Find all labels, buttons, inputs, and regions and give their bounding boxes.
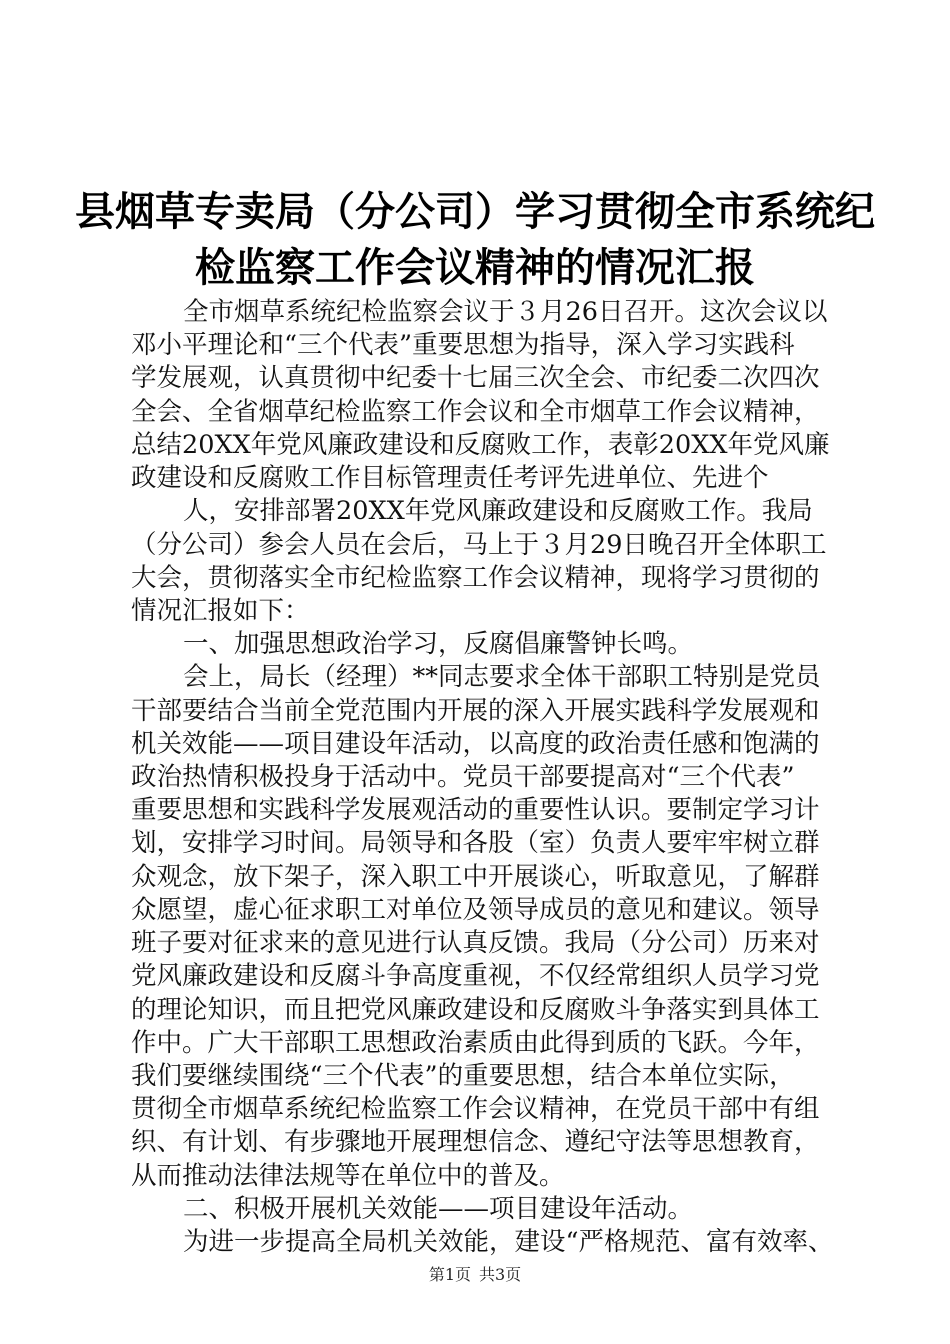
- body-line: 贯彻全市烟草系统纪检监察工作会议精神，在党员干部中有组: [131, 1094, 820, 1125]
- section-heading-2: 二、积极开展机关效能——项目建设年活动。: [183, 1193, 694, 1224]
- document-title-line-2: 检监察工作会议精神的情况汇报: [195, 244, 755, 291]
- body-line: 大会，贯彻落实全市纪检监察工作会议精神，现将学习贯彻的: [131, 562, 820, 593]
- body-line: 干部要结合当前全党范围内开展的深入开展实践科学发展观和: [131, 695, 820, 726]
- body-line: 情况汇报如下：: [131, 595, 310, 626]
- body-line: 政建设和反腐败工作目标管理责任考评先进单位、先进个: [131, 463, 769, 494]
- body-line: 织、有计划、有步骤地开展理想信念、遵纪守法等思想教育，: [131, 1127, 820, 1158]
- body-line: 人，安排部署20XX年党风廉政建设和反腐败工作。我局: [183, 496, 813, 527]
- body-line: 政治热情积极投身于活动中。党员干部要提高对“三个代表”: [131, 762, 795, 792]
- document-title-line-1: 县烟草专卖局（分公司）学习贯彻全市系统纪: [75, 188, 875, 235]
- body-line: 党风廉政建设和反腐斗争高度重视，不仅经常组织人员学习党: [131, 961, 820, 992]
- body-line: 邓小平理论和“三个代表”重要思想为指导，深入学习实践科: [131, 330, 795, 361]
- body-line: 众愿望，虚心征求职工对单位及领导成员的意见和建议。领导: [131, 894, 820, 925]
- body-line: 全会、全省烟草纪检监察工作会议和全市烟草工作会议精神，: [131, 396, 820, 427]
- body-line: 重要思想和实践科学发展观活动的重要性认识。要制定学习计: [131, 795, 820, 826]
- body-line: 班子要对征求来的意见进行认真反馈。我局（分公司）历来对: [131, 928, 820, 959]
- page-number: 第1页: [428, 1265, 471, 1284]
- section-heading-1: 一、加强思想政治学习，反腐倡廉警钟长鸣。: [183, 629, 694, 660]
- body-line: 机关效能——项目建设年活动，以高度的政治责任感和饱满的: [131, 728, 820, 759]
- page-total: 共3页: [479, 1265, 522, 1284]
- page-footer: [0, 1265, 950, 1285]
- body-line: 会上，局长（经理）**同志要求全体干部职工特别是党员: [183, 662, 821, 693]
- body-line: 总结20XX年党风廉政建设和反腐败工作，表彰20XX年党风廉: [131, 429, 830, 460]
- body-line: 全市烟草系统纪检监察会议于３月26日召开。这次会议以: [183, 297, 828, 327]
- body-line: 我们要继续围绕“三个代表”的重要思想，结合本单位实际，: [131, 1060, 795, 1091]
- body-line: （分公司）参会人员在会后，马上于３月29日晚召开全体职工: [131, 529, 827, 560]
- body-line: 的理论知识，而且把党风廉政建设和反腐败斗争落实到具体工: [131, 994, 820, 1025]
- body-line: 作中。广大干部职工思想政治素质由此得到质的飞跃。今年，: [131, 1027, 820, 1058]
- body-line: 学发展观，认真贯彻中纪委十七届三次全会、市纪委二次四次: [131, 363, 820, 394]
- body-line: 从而推动法律法规等在单位中的普及。: [131, 1160, 565, 1191]
- body-line: 划，安排学习时间。局领导和各股（室）负责人要牢牢树立群: [131, 828, 820, 859]
- body-line: 众观念，放下架子，深入职工中开展谈心，听取意见，了解群: [131, 861, 820, 892]
- body-line: 为进一步提高全局机关效能，建设“严格规范、富有效率、: [183, 1227, 834, 1257]
